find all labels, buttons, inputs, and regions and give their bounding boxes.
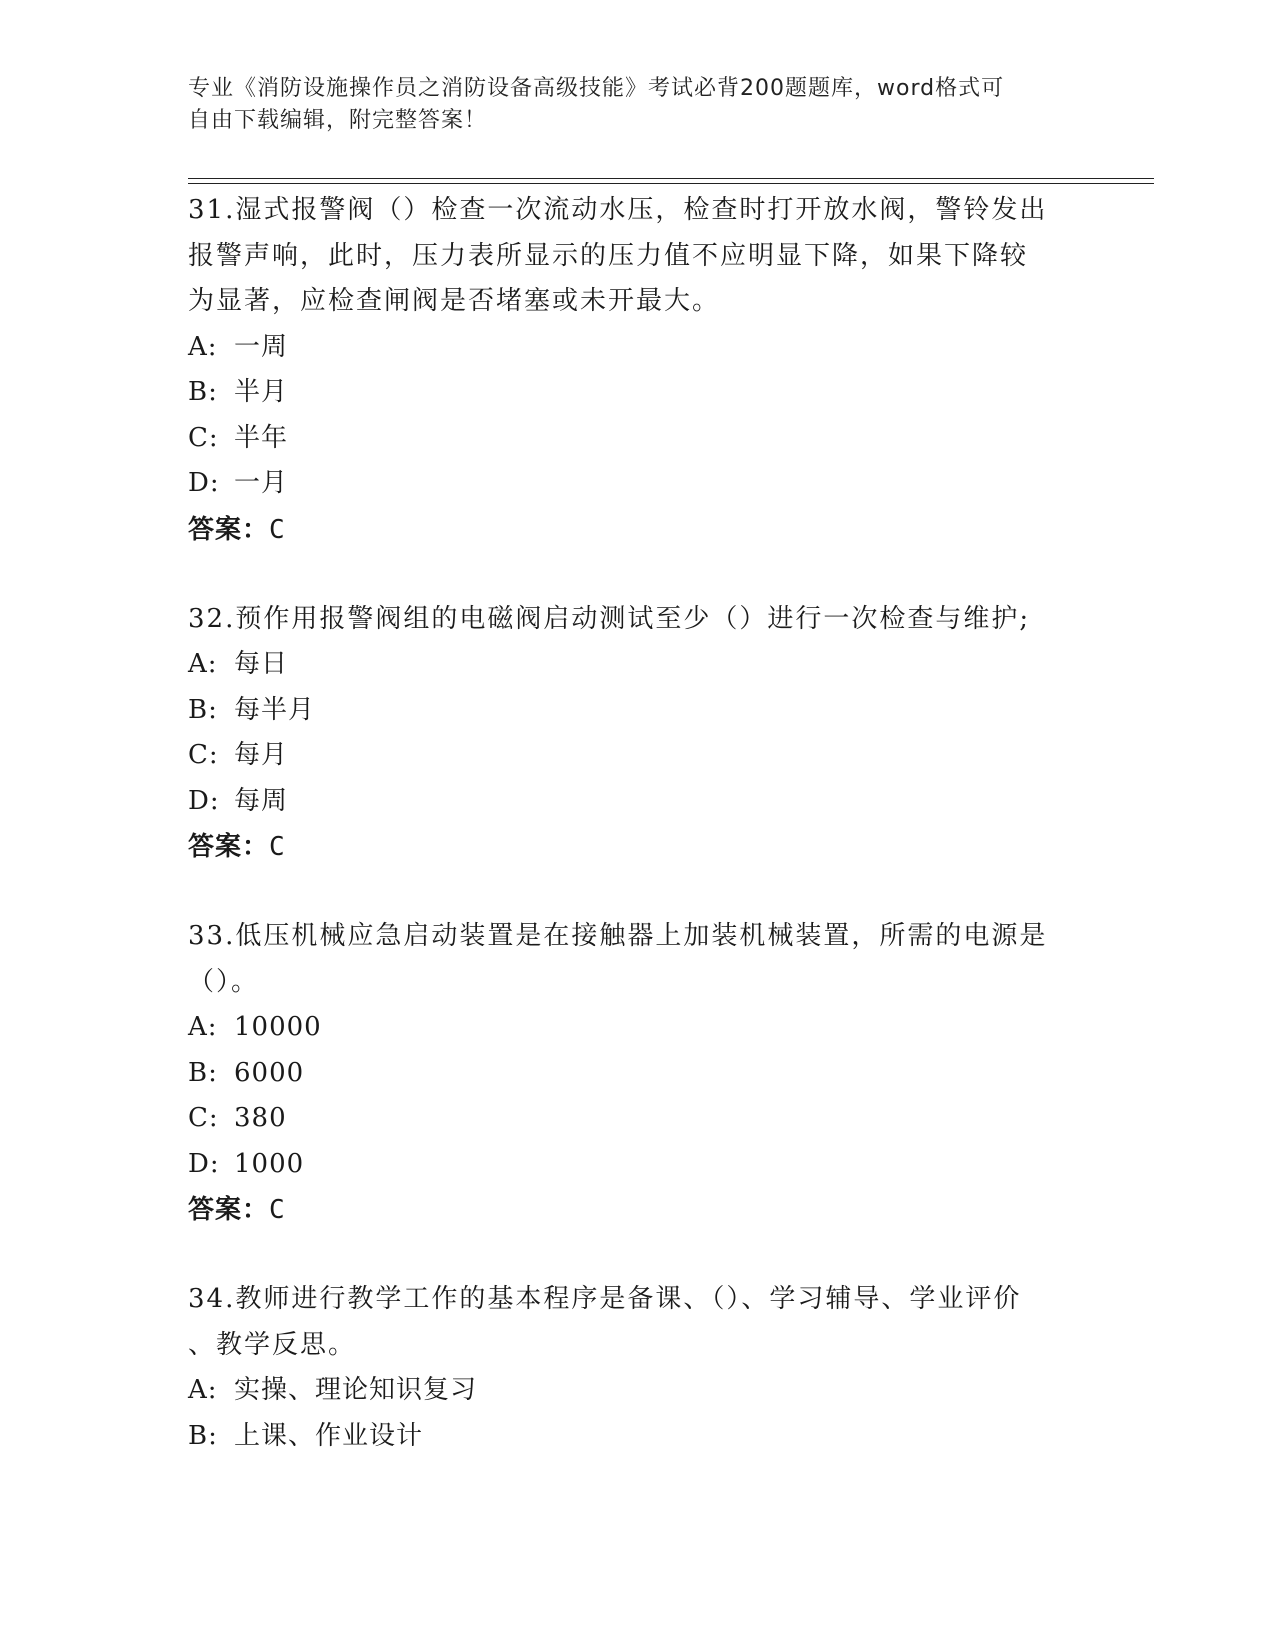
question-stem-line: （）。 (188, 966, 260, 997)
option-d (188, 461, 1088, 507)
question-34 (188, 1277, 1088, 1459)
option-c (188, 416, 1088, 462)
question-stem-line: 为显著，应检查闸阀是否堵塞或未开最大。 (188, 286, 721, 316)
option-text: 每月 (234, 740, 289, 770)
question-number: 32. (188, 603, 236, 634)
question-stem-line: 湿式报警阀（）检查一次流动水压，检查时打开放水阀，警铃发出 (235, 195, 1048, 225)
question-stem-line: 教师进行教学工作的基本程序是备课、（）、学习辅导、学业评价 (235, 1284, 1022, 1314)
option-text: 380 (234, 1103, 287, 1133)
option-letter: A: (188, 1012, 218, 1042)
option-letter: D: (188, 1148, 220, 1179)
option-letter: C: (188, 740, 219, 770)
option-d (188, 1142, 1088, 1188)
answer-value: C (269, 514, 286, 545)
option-letter: A: (188, 649, 218, 679)
option-letter: B: (188, 377, 218, 407)
question-stem (188, 597, 1088, 643)
option-a (188, 642, 1088, 688)
option-c (188, 1096, 1088, 1142)
option-letter: A: (188, 1375, 218, 1405)
question-spacer (188, 1233, 1088, 1277)
answer-label: 答案： (188, 1195, 270, 1225)
option-letter: B: (188, 1420, 218, 1451)
option-c (188, 733, 1088, 779)
answer-value: C (269, 1195, 286, 1225)
option-letter: B: (188, 1057, 218, 1088)
option-b (188, 688, 1088, 734)
question-stem-line: 预作用报警阀组的电磁阀启动测试至少（）进行一次检查与维护; (235, 603, 1031, 634)
header-line-2: 自由下载编辑，附完整答案！ (188, 108, 488, 133)
option-letter: D: (188, 785, 220, 816)
header-divider-top (188, 178, 1154, 179)
answer-label: 答案： (188, 832, 270, 862)
option-letter: B: (188, 694, 218, 725)
question-stem-line: 报警声响，此时，压力表所显示的压力值不应明显下降，如果下降较 (188, 240, 1029, 271)
option-letter: C: (188, 1103, 219, 1133)
answer-value: C (269, 832, 286, 862)
answer-line (188, 1187, 1088, 1233)
question-stem-line: 低压机械应急启动装置是在接触器上加装机械装置，所需的电源是 (235, 921, 1048, 951)
option-text: 一周 (234, 331, 289, 362)
question-32 (188, 597, 1088, 871)
option-b (188, 1414, 1088, 1460)
header-divider-bottom (188, 183, 1154, 184)
option-text: 10000 (234, 1012, 322, 1042)
question-33 (188, 914, 1088, 1233)
option-text: 上课、作业设计 (234, 1420, 424, 1451)
option-text: 半月 (234, 377, 289, 407)
option-b (188, 1051, 1088, 1097)
question-spacer (188, 553, 1088, 597)
option-a (188, 1368, 1088, 1414)
option-text: 实操、理论知识复习 (234, 1375, 478, 1405)
header-line-1: 专业《消防设施操作员之消防设备高级技能》考试必背200题题库，word格式可 (188, 76, 1005, 101)
option-text: 1000 (234, 1148, 305, 1179)
document-header (188, 73, 1068, 137)
option-a (188, 325, 1088, 371)
question-stem (188, 188, 1088, 234)
question-list (188, 188, 1088, 1459)
answer-label: 答案： (188, 514, 270, 545)
option-a (188, 1005, 1088, 1051)
option-text: 每日 (234, 649, 289, 679)
question-number: 33. (188, 921, 236, 951)
option-letter: A: (188, 331, 218, 362)
question-31 (188, 188, 1088, 553)
option-text: 半年 (234, 422, 289, 453)
option-text: 每周 (234, 785, 289, 816)
option-text: 6000 (234, 1057, 305, 1088)
question-stem-line: 、教学反思。 (188, 1329, 357, 1360)
option-text: 每半月 (234, 694, 316, 725)
option-letter: C: (188, 422, 219, 453)
option-d (188, 779, 1088, 825)
answer-line (188, 824, 1088, 870)
question-stem (188, 1277, 1088, 1323)
question-spacer (188, 870, 1088, 914)
option-letter: D: (188, 468, 220, 498)
answer-line (188, 507, 1088, 553)
question-number: 34. (188, 1284, 236, 1314)
option-text: 一月 (234, 468, 289, 498)
option-b (188, 370, 1088, 416)
question-number: 31. (188, 195, 236, 225)
question-stem (188, 914, 1088, 960)
